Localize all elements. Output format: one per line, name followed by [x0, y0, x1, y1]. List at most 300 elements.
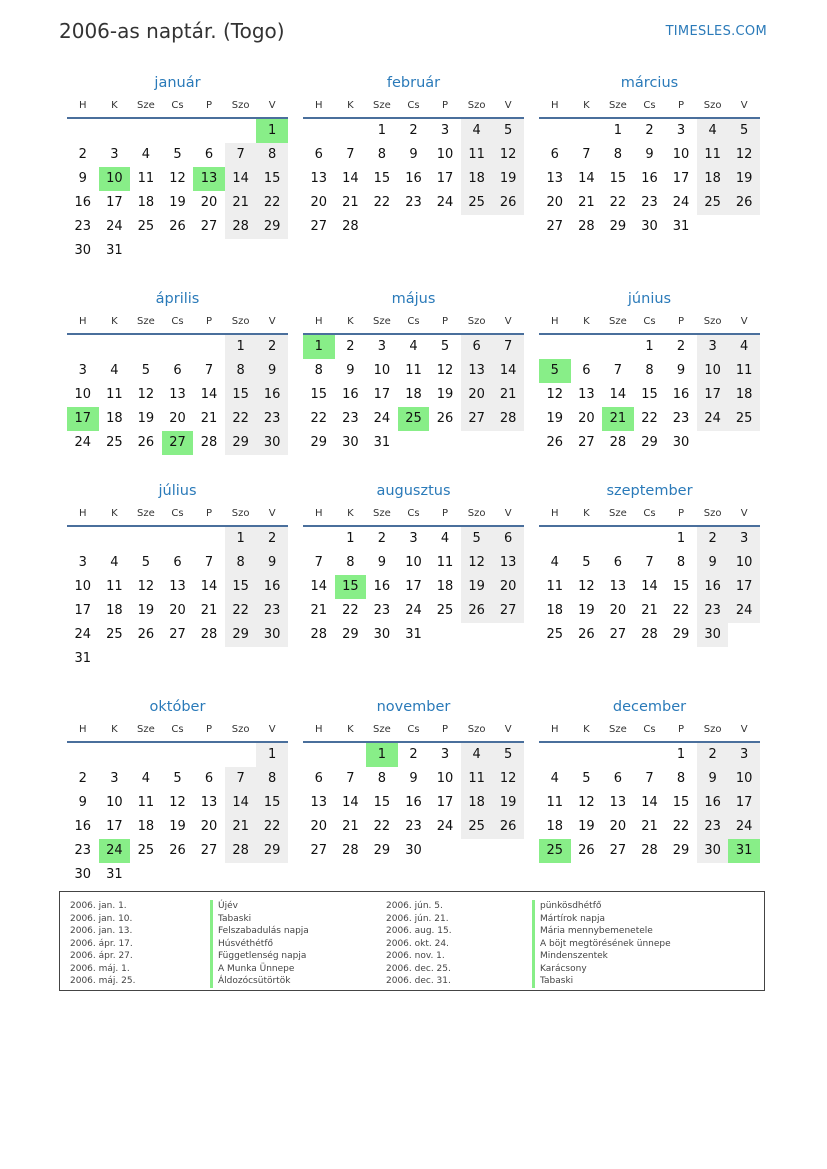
day-cell: 7 — [204, 555, 214, 570]
empty-day-cell — [429, 623, 461, 647]
day-cell: 9 — [78, 171, 87, 186]
week-row — [303, 815, 524, 839]
weekday-label: Cs — [643, 724, 656, 735]
day-cell: 3 — [728, 527, 760, 551]
day-cell: 8 — [676, 555, 686, 570]
empty-day-cell — [398, 215, 430, 239]
week-row — [67, 335, 288, 359]
day-cell: 14 — [225, 167, 257, 191]
empty-day-cell — [571, 527, 603, 551]
weekday-label: H — [315, 724, 323, 735]
day-cell: 17 — [728, 575, 760, 599]
legend-holiday-name: Mártírok napja — [532, 913, 671, 926]
weekday-label: V — [504, 316, 512, 327]
day-cell: 17 — [672, 171, 690, 186]
day-cell: 3 — [440, 123, 450, 138]
empty-day-cell — [193, 119, 225, 143]
day-cell: 19 — [546, 411, 564, 426]
week-row — [539, 551, 760, 575]
month-block — [539, 480, 760, 671]
month-name: június — [627, 291, 672, 307]
day-cell: 1 — [225, 335, 257, 359]
weekday-label: Cs — [643, 316, 656, 327]
week-row — [539, 527, 760, 551]
brand-link[interactable]: TIMESLES.COM — [665, 24, 767, 39]
day-cell: 2 — [256, 527, 288, 551]
day-cell: 14 — [200, 579, 218, 594]
weekday-label: V — [268, 508, 276, 519]
empty-day-cell — [193, 863, 225, 887]
weekday-label: V — [740, 316, 748, 327]
day-cell: 13 — [546, 171, 564, 186]
week-row — [539, 167, 760, 191]
week-row — [303, 431, 524, 455]
day-cell: 14 — [342, 171, 359, 186]
page-title: 2006-as naptár. (Togo) — [59, 19, 285, 43]
week-row — [67, 839, 288, 863]
day-cell: 1 — [676, 747, 686, 762]
empty-day-cell — [130, 239, 162, 263]
empty-day-cell — [335, 119, 367, 143]
day-cell: 3 — [409, 531, 418, 546]
week-row — [539, 839, 760, 863]
empty-day-cell — [130, 743, 162, 767]
day-cell: 31 — [728, 839, 760, 863]
empty-day-cell — [539, 743, 571, 767]
day-cell: 17 — [74, 603, 92, 618]
weekday-label: Sze — [373, 508, 391, 519]
day-cell: 21 — [342, 195, 359, 210]
weekday-label: P — [206, 724, 213, 735]
month-row — [67, 72, 760, 288]
day-cell: 20 — [578, 411, 595, 426]
weekday-label: Szo — [703, 100, 722, 111]
day-cell: 12 — [137, 387, 155, 402]
empty-day-cell — [728, 431, 760, 455]
weekday-label: P — [678, 316, 685, 327]
day-cell: 19 — [728, 167, 760, 191]
day-cell: 19 — [169, 195, 186, 210]
day-cell: 2 — [377, 531, 387, 546]
day-cell: 2 — [346, 339, 355, 354]
weekday-label: Sze — [137, 100, 155, 111]
weekday-header — [539, 310, 760, 335]
week-row — [539, 383, 760, 407]
week-row — [539, 791, 760, 815]
day-cell: 29 — [256, 839, 288, 863]
day-cell: 5 — [492, 119, 524, 143]
day-cell: 27 — [310, 219, 328, 234]
weekday-label: Szo — [703, 316, 722, 327]
day-cell: 10 — [373, 363, 391, 378]
day-cell: 24 — [436, 195, 454, 210]
empty-day-cell — [335, 743, 367, 767]
day-cell: 18 — [461, 791, 493, 815]
day-cell: 5 — [492, 743, 524, 767]
day-cell: 21 — [225, 191, 257, 215]
day-cell: 28 — [492, 407, 524, 431]
empty-day-cell — [225, 743, 257, 767]
day-cell: 23 — [405, 195, 422, 210]
week-row — [67, 383, 288, 407]
day-cell: 2 — [409, 123, 418, 138]
month-row — [67, 696, 760, 912]
day-cell: 21 — [310, 603, 328, 618]
weekday-label: P — [678, 724, 685, 735]
day-cell: 14 — [641, 795, 658, 810]
month-name: április — [155, 291, 200, 307]
weekday-label: V — [504, 724, 512, 735]
empty-day-cell — [571, 743, 603, 767]
day-cell: 13 — [609, 579, 627, 594]
day-cell: 24 — [697, 407, 729, 431]
month-block — [303, 72, 524, 263]
weekday-label: K — [583, 100, 590, 111]
week-row — [539, 143, 760, 167]
day-cell: 18 — [137, 819, 155, 834]
day-cell: 25 — [697, 191, 729, 215]
day-cell: 9 — [697, 551, 729, 575]
day-cell: 25 — [398, 407, 430, 431]
empty-day-cell — [193, 647, 225, 671]
day-cell: 9 — [409, 771, 418, 786]
day-cell: 22 — [373, 819, 391, 834]
day-cell: 11 — [137, 795, 155, 810]
weekday-label: H — [79, 724, 87, 735]
weekday-label: K — [111, 316, 118, 327]
day-cell: 1 — [366, 743, 398, 767]
weekday-label: H — [79, 508, 87, 519]
day-cell: 17 — [106, 819, 123, 834]
weekday-label: Szo — [703, 508, 722, 519]
empty-day-cell — [303, 119, 335, 143]
weekday-label: H — [551, 316, 559, 327]
day-cell: 23 — [672, 411, 690, 426]
week-row — [303, 335, 524, 359]
weekday-header — [539, 502, 760, 527]
legend-holiday-name: Tabaski — [532, 975, 671, 988]
empty-day-cell — [634, 527, 666, 551]
week-row — [67, 215, 288, 239]
day-cell: 18 — [436, 579, 454, 594]
empty-day-cell — [602, 527, 634, 551]
day-cell: 10 — [99, 167, 131, 191]
empty-day-cell — [67, 119, 99, 143]
week-row — [67, 767, 288, 791]
week-row — [303, 551, 524, 575]
day-cell: 20 — [200, 819, 218, 834]
day-cell: 25 — [137, 219, 155, 234]
week-row — [539, 407, 760, 431]
day-cell: 21 — [578, 195, 595, 210]
day-cell: 22 — [373, 195, 391, 210]
week-row — [303, 119, 524, 143]
day-cell: 25 — [728, 407, 760, 431]
empty-day-cell — [429, 215, 461, 239]
day-cell: 30 — [672, 435, 690, 450]
week-row — [303, 839, 524, 863]
weekday-header — [303, 310, 524, 335]
empty-day-cell — [539, 335, 571, 359]
day-cell: 8 — [377, 147, 387, 162]
day-cell: 7 — [582, 147, 591, 162]
weekday-label: Cs — [643, 508, 656, 519]
weekday-label: V — [740, 508, 748, 519]
empty-day-cell — [571, 119, 603, 143]
day-cell: 13 — [310, 171, 328, 186]
day-cell: 8 — [676, 771, 686, 786]
weekday-label: K — [111, 724, 118, 735]
day-cell: 14 — [310, 579, 328, 594]
day-cell: 22 — [225, 407, 257, 431]
empty-day-cell — [225, 863, 257, 887]
day-cell: 13 — [169, 387, 186, 402]
empty-day-cell — [67, 335, 99, 359]
day-cell: 6 — [314, 147, 323, 162]
day-cell: 8 — [314, 363, 323, 378]
month-name: május — [391, 291, 436, 307]
day-cell: 2 — [697, 743, 729, 767]
day-cell: 29 — [342, 627, 359, 642]
day-cell: 27 — [578, 435, 595, 450]
day-cell: 23 — [697, 815, 729, 839]
empty-day-cell — [162, 119, 194, 143]
week-row — [539, 215, 760, 239]
week-row — [303, 767, 524, 791]
day-cell: 24 — [672, 195, 690, 210]
legend-holiday-name: Felszabadulás napja — [210, 925, 309, 938]
day-cell: 23 — [405, 819, 422, 834]
day-cell: 8 — [256, 767, 288, 791]
empty-day-cell — [256, 647, 288, 671]
day-cell: 11 — [546, 795, 564, 810]
day-cell: 4 — [461, 119, 493, 143]
weekday-label: H — [315, 316, 323, 327]
day-cell: 7 — [645, 771, 654, 786]
day-cell: 16 — [342, 387, 359, 402]
empty-day-cell — [193, 335, 225, 359]
day-cell: 16 — [405, 171, 422, 186]
day-cell: 6 — [204, 771, 214, 786]
day-cell: 21 — [641, 603, 658, 618]
day-cell: 3 — [110, 147, 119, 162]
day-cell: 4 — [728, 335, 760, 359]
week-row — [67, 863, 288, 887]
empty-day-cell — [225, 119, 257, 143]
weekday-label: Sze — [137, 724, 155, 735]
day-cell: 23 — [342, 411, 359, 426]
day-cell: 10 — [697, 359, 729, 383]
day-cell: 16 — [697, 791, 729, 815]
day-cell: 7 — [613, 363, 623, 378]
empty-day-cell — [193, 527, 225, 551]
day-cell: 20 — [492, 575, 524, 599]
empty-day-cell — [697, 215, 729, 239]
day-cell: 4 — [550, 555, 559, 570]
day-cell: 19 — [169, 819, 186, 834]
week-row — [303, 599, 524, 623]
day-cell: 24 — [106, 219, 123, 234]
legend-holiday-name: A böjt megtörésének ünnepe — [532, 938, 671, 951]
weekday-label: K — [347, 316, 354, 327]
empty-day-cell — [728, 623, 760, 647]
day-cell: 19 — [137, 603, 155, 618]
empty-day-cell — [539, 119, 571, 143]
day-cell: 7 — [492, 335, 524, 359]
weekday-header — [539, 718, 760, 743]
month-block — [539, 288, 760, 455]
empty-day-cell — [634, 743, 666, 767]
month-block — [303, 480, 524, 671]
day-cell: 12 — [578, 795, 595, 810]
weekday-label: Szo — [703, 724, 722, 735]
weekday-label: Szo — [231, 316, 250, 327]
weekday-header — [67, 94, 288, 119]
day-cell: 20 — [546, 195, 564, 210]
day-cell: 21 — [342, 819, 359, 834]
day-cell: 24 — [728, 815, 760, 839]
day-cell: 15 — [335, 575, 367, 599]
day-cell: 2 — [409, 747, 418, 762]
day-cell: 3 — [697, 335, 729, 359]
empty-day-cell — [130, 863, 162, 887]
day-cell: 30 — [405, 843, 422, 858]
day-cell: 2 — [697, 527, 729, 551]
day-cell: 18 — [546, 603, 564, 618]
day-cell: 5 — [141, 555, 151, 570]
legend-holiday-name: Karácsony — [532, 963, 671, 976]
weekday-label: Szo — [231, 724, 250, 735]
week-row — [67, 407, 288, 431]
week-row — [303, 575, 524, 599]
empty-day-cell — [461, 215, 493, 239]
week-row — [67, 743, 288, 767]
day-cell: 30 — [342, 435, 359, 450]
day-cell: 25 — [539, 839, 571, 863]
day-cell: 26 — [492, 815, 524, 839]
day-cell: 8 — [346, 555, 355, 570]
day-cell: 19 — [492, 167, 524, 191]
day-cell: 8 — [256, 143, 288, 167]
legend-date: 2006. máj. 1. — [70, 963, 130, 974]
legend-date: 2006. ápr. 27. — [70, 951, 133, 961]
day-cell: 28 — [225, 215, 257, 239]
month-row — [67, 480, 760, 696]
day-cell: 18 — [137, 195, 155, 210]
day-cell: 3 — [78, 363, 87, 378]
day-cell: 5 — [582, 555, 591, 570]
weekday-label: V — [268, 724, 276, 735]
day-cell: 22 — [672, 603, 690, 618]
day-cell: 23 — [373, 603, 391, 618]
day-cell: 25 — [106, 435, 123, 450]
day-cell: 28 — [641, 627, 658, 642]
day-cell: 9 — [409, 147, 418, 162]
day-cell: 4 — [697, 119, 729, 143]
empty-day-cell — [366, 215, 398, 239]
weekday-label: K — [111, 508, 118, 519]
day-cell: 24 — [373, 411, 391, 426]
day-cell: 15 — [225, 383, 257, 407]
legend-holiday-name: Áldozócsütörtök — [210, 975, 309, 988]
day-cell: 13 — [169, 579, 186, 594]
day-cell: 22 — [256, 191, 288, 215]
day-cell: 6 — [550, 147, 559, 162]
day-cell: 9 — [78, 795, 87, 810]
weekday-label: K — [583, 508, 590, 519]
weekday-label: Cs — [171, 724, 184, 735]
day-cell: 28 — [641, 843, 658, 858]
month-name: január — [154, 75, 201, 91]
day-cell: 30 — [697, 623, 729, 647]
empty-day-cell — [429, 431, 461, 455]
week-row — [67, 239, 288, 263]
day-cell: 12 — [461, 551, 493, 575]
day-cell: 2 — [256, 335, 288, 359]
day-cell: 11 — [106, 579, 123, 594]
day-cell: 25 — [106, 627, 123, 642]
week-row — [67, 815, 288, 839]
empty-day-cell — [398, 431, 430, 455]
day-cell: 30 — [74, 867, 92, 882]
empty-day-cell — [303, 527, 335, 551]
day-cell: 30 — [256, 623, 288, 647]
day-cell: 28 — [200, 435, 218, 450]
week-row — [67, 791, 288, 815]
day-cell: 5 — [539, 359, 571, 383]
week-row — [67, 119, 288, 143]
calendar-grid — [67, 72, 760, 912]
day-cell: 16 — [405, 795, 422, 810]
day-cell: 6 — [613, 555, 623, 570]
day-cell: 27 — [310, 843, 328, 858]
day-cell: 24 — [728, 599, 760, 623]
week-row — [303, 143, 524, 167]
day-cell: 18 — [106, 603, 123, 618]
day-cell: 10 — [672, 147, 690, 162]
day-cell: 29 — [641, 435, 658, 450]
day-cell: 15 — [609, 171, 627, 186]
day-cell: 5 — [173, 147, 182, 162]
day-cell: 6 — [613, 771, 623, 786]
day-cell: 13 — [193, 167, 225, 191]
day-cell: 11 — [728, 359, 760, 383]
day-cell: 12 — [436, 363, 454, 378]
day-cell: 18 — [728, 383, 760, 407]
day-cell: 18 — [461, 167, 493, 191]
day-cell: 7 — [645, 555, 654, 570]
empty-day-cell — [492, 839, 524, 863]
day-cell: 9 — [697, 767, 729, 791]
day-cell: 22 — [310, 411, 328, 426]
day-cell: 13 — [578, 387, 595, 402]
day-cell: 13 — [461, 359, 493, 383]
day-cell: 21 — [641, 819, 658, 834]
week-row — [303, 407, 524, 431]
day-cell: 27 — [162, 431, 194, 455]
legend-date: 2006. ápr. 17. — [70, 938, 133, 949]
day-cell: 18 — [697, 167, 729, 191]
day-cell: 7 — [204, 363, 214, 378]
day-cell: 10 — [436, 147, 454, 162]
day-cell: 27 — [546, 219, 564, 234]
empty-day-cell — [162, 863, 194, 887]
day-cell: 26 — [436, 411, 454, 426]
day-cell: 19 — [461, 575, 493, 599]
weekday-label: Szo — [467, 508, 486, 519]
weekday-label: Sze — [609, 100, 627, 111]
day-cell: 14 — [342, 795, 359, 810]
